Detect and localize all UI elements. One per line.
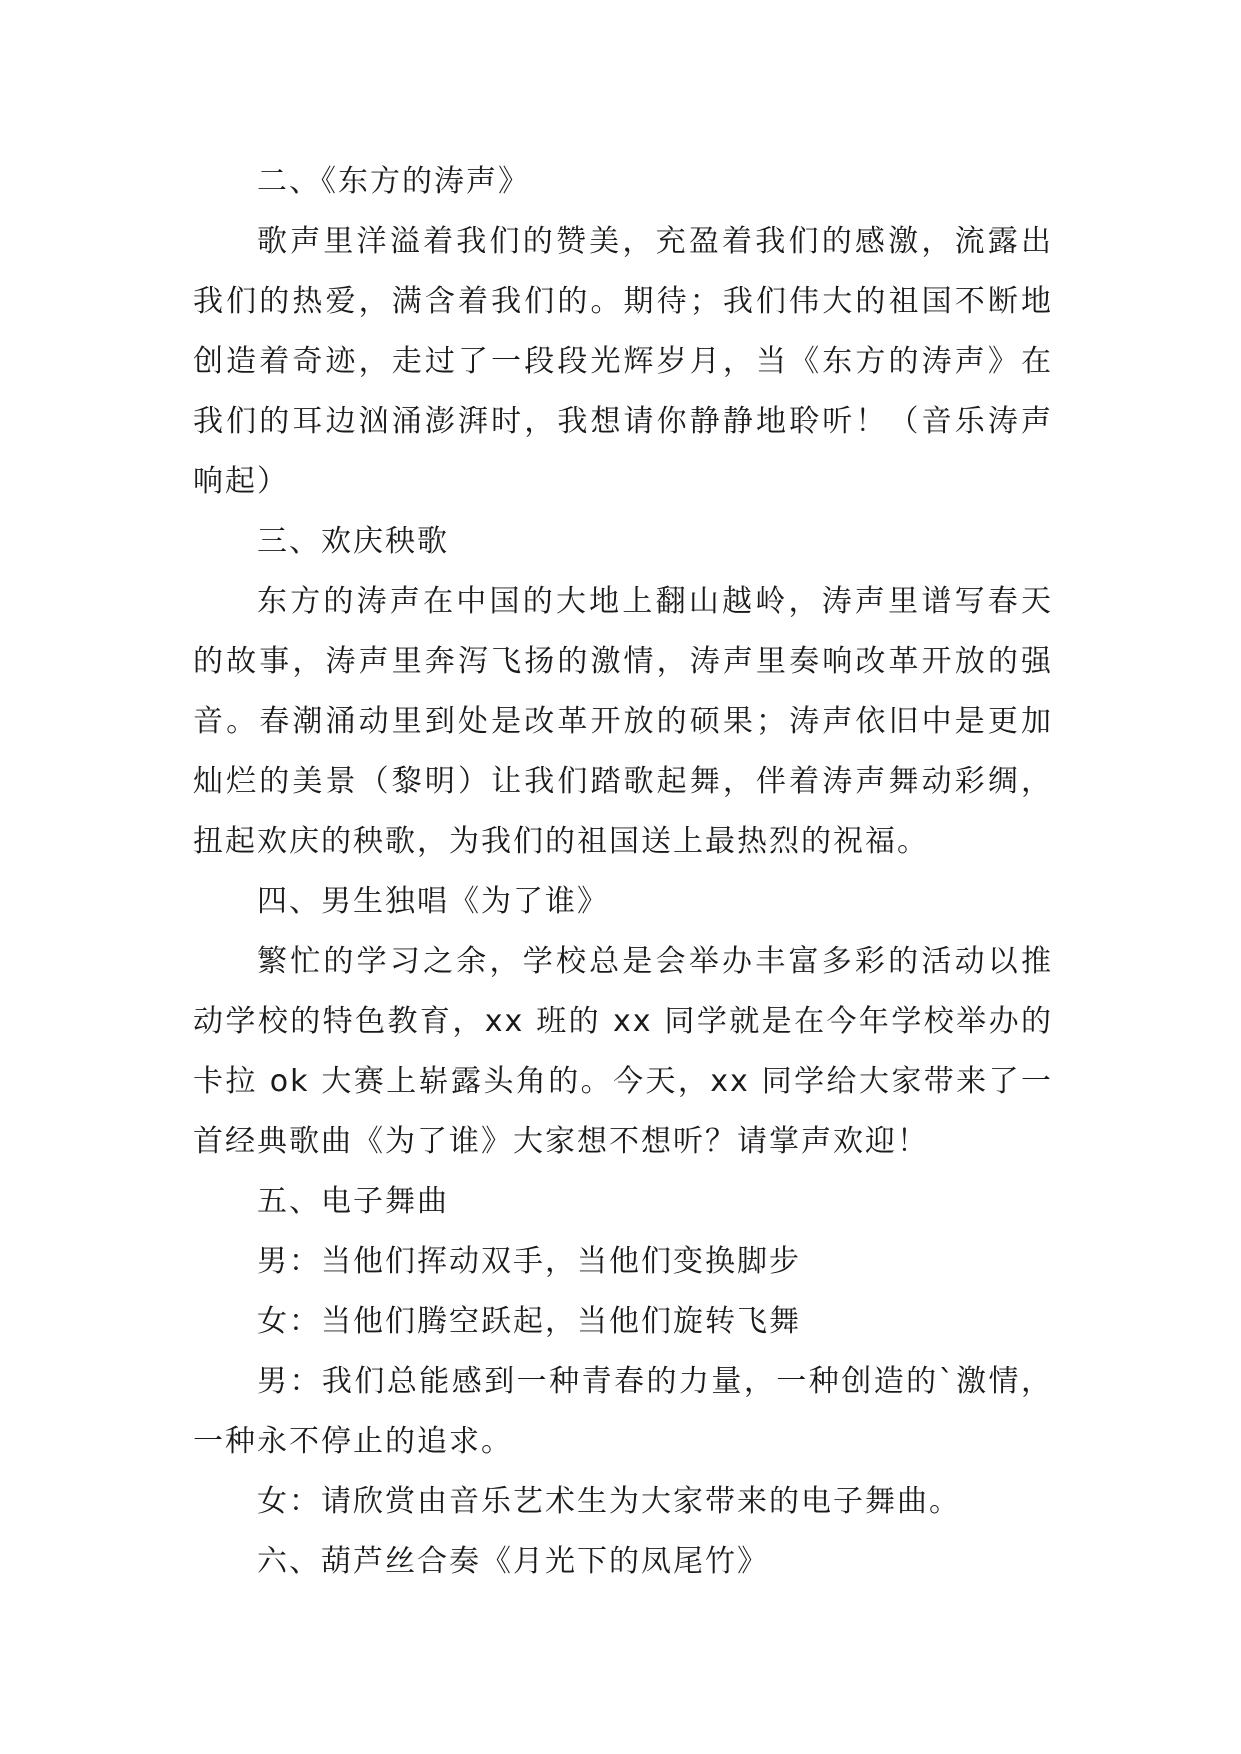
paragraph-yangge: 东方的涛声在中国的大地上翻山越岭，涛声里谱写春天的故事，涛声里奔泻飞扬的激情，涛声里奏响改革开放的强音。春潮涌动里到处是改革开放的硕果；涛声依旧中是更加灿烂的美景（黎明）让我们踏歌起舞，伴着涛声舞动彩绸，扭起欢庆的秧歌，为我们的祖国送上最热烈的祝福。 — [193, 584, 1053, 859]
section-heading-4: 四、男生独唱《为了谁》 — [257, 884, 609, 919]
section-heading-3: 三、欢庆秧歌 — [257, 524, 449, 559]
section-heading-6: 六、葫芦丝合奏《月光下的凤尾竹》 — [257, 1544, 769, 1579]
dialogue-line-male-1: 男：当他们挥动双手，当他们变换脚步 — [257, 1244, 801, 1279]
dialogue-line-female-1: 女：当他们腾空跃起，当他们旋转飞舞 — [257, 1304, 801, 1339]
dialogue-line-male-2: 男：我们总能感到一种青春的力量，一种创造的`激情，一种永不停止的追求。 — [193, 1364, 1053, 1459]
section-heading-5: 五、电子舞曲 — [257, 1184, 449, 1219]
paragraph-solo: 繁忙的学习之余，学校总是会举办丰富多彩的活动以推动学校的特色教育，xx 班的 xx 同学就是在今年学校举办的卡拉 ok 大赛上崭露头角的。今天，xx 同学给大家带来了一首经典歌曲《为了谁》大家想不想听？请掌声欢迎！ — [193, 944, 1053, 1159]
dialogue-line-female-2: 女：请欣赏由音乐艺术生为大家带来的电子舞曲。 — [257, 1484, 961, 1519]
paragraph-oriental-waves: 歌声里洋溢着我们的赞美，充盈着我们的感激，流露出我们的热爱，满含着我们的。期待；我们伟大的祖国不断地创造着奇迹，走过了一段段光辉岁月，当《东方的涛声》在我们的耳边汹涌澎湃时，我想请你静静地聆听！（音乐涛声响起） — [193, 224, 1053, 499]
section-heading-2: 二、《东方的涛声》 — [257, 164, 530, 199]
document-body — [193, 152, 1053, 1592]
